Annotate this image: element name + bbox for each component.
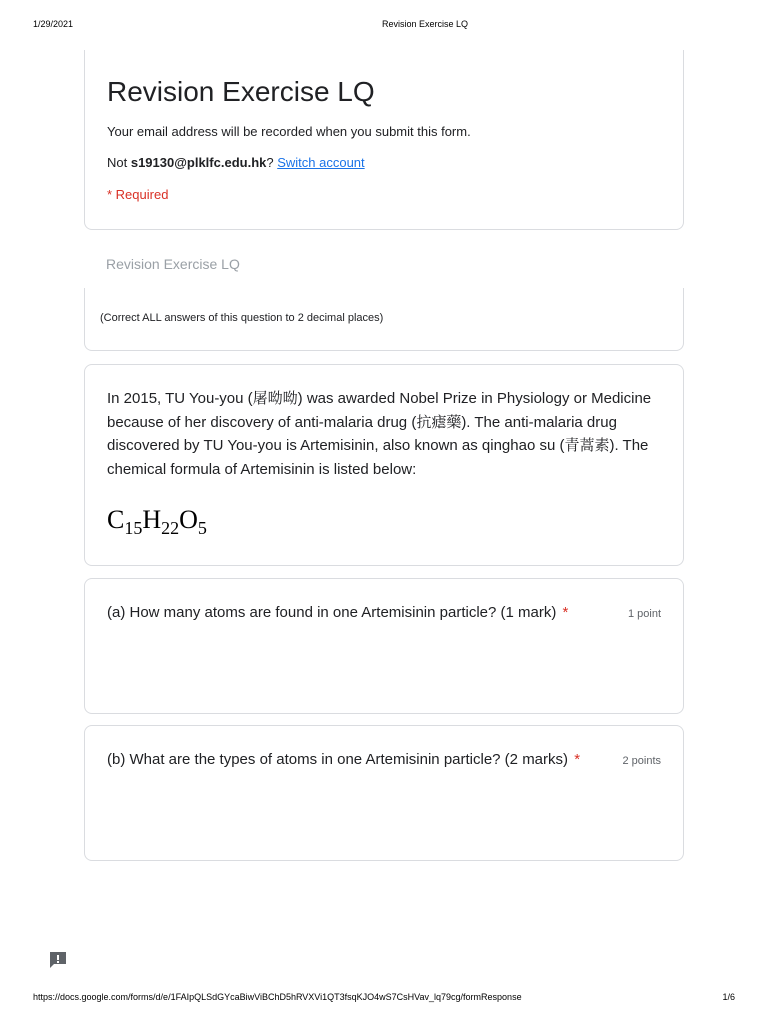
required-asterisk: * [562,604,569,621]
print-url: https://docs.google.com/forms/d/e/1FAIpQLSdGYcaBiwViBChD5hRVXVi1QT3fsqKJO4wS7CsHVav_lq79cg/formResponse [33,992,522,1002]
print-header [0,19,768,33]
account-prefix: Not [107,155,131,170]
print-date: 1/29/2021 [33,19,74,29]
formula-oxygen-count: 5 [197,518,207,538]
formula-carbon-count: 15 [124,518,143,538]
account-email: s19130@plklfc.edu.hk [130,155,267,170]
form-header-card [84,50,684,230]
question-card-b [84,725,684,861]
feedback-icon-graphic [48,950,68,970]
section-instruction-card [84,288,684,351]
question-title-b [107,751,580,768]
question-card-a [84,578,684,714]
email-record-note: Your email address will be recorded when you submit this form. [107,124,471,139]
account-line [107,155,365,170]
chemical-formula [107,505,207,538]
question-points-b: 2 points [622,755,661,767]
question-points-a: 1 point [627,608,661,620]
section-title: Revision Exercise LQ [106,256,240,272]
print-footer [0,992,768,1006]
required-note: * Required [107,187,169,202]
question-text-b: (b) What are the types of atoms in one Artemisinin particle? (2 marks) [107,751,569,768]
question-text-a: (a) How many atoms are found in one Artemisinin particle? (1 mark) [107,604,557,621]
switch-account-link[interactable]: Switch account [277,155,365,170]
required-asterisk: * [574,751,581,768]
passage-card [84,364,684,566]
form-title: Revision Exercise LQ [107,76,375,107]
passage-text: In 2015, TU You-you (屠呦呦) was awarded Nobel Prize in Physiology or Medicine because of her discovery of anti-malaria drug (抗瘧藥). The anti-malaria drug discovered by TU You-you is Artemisinin, also known as qinghao su (青蒿素). The chemical formula of Artemisinin is listed below: [107,390,652,478]
formula-oxygen: O [179,505,198,534]
account-suffix: ? [266,155,278,170]
print-title: Revision Exercise LQ [381,19,469,29]
formula-carbon: C [107,505,125,534]
formula-hydrogen-count: 22 [161,518,180,538]
feedback-icon[interactable] [48,950,68,970]
print-page-number: 1/6 [722,992,735,1002]
question-title-a [107,604,568,621]
formula-hydrogen: H [142,505,162,534]
section-instruction: (Correct ALL answers of this question to 2 decimal places) [100,312,384,324]
